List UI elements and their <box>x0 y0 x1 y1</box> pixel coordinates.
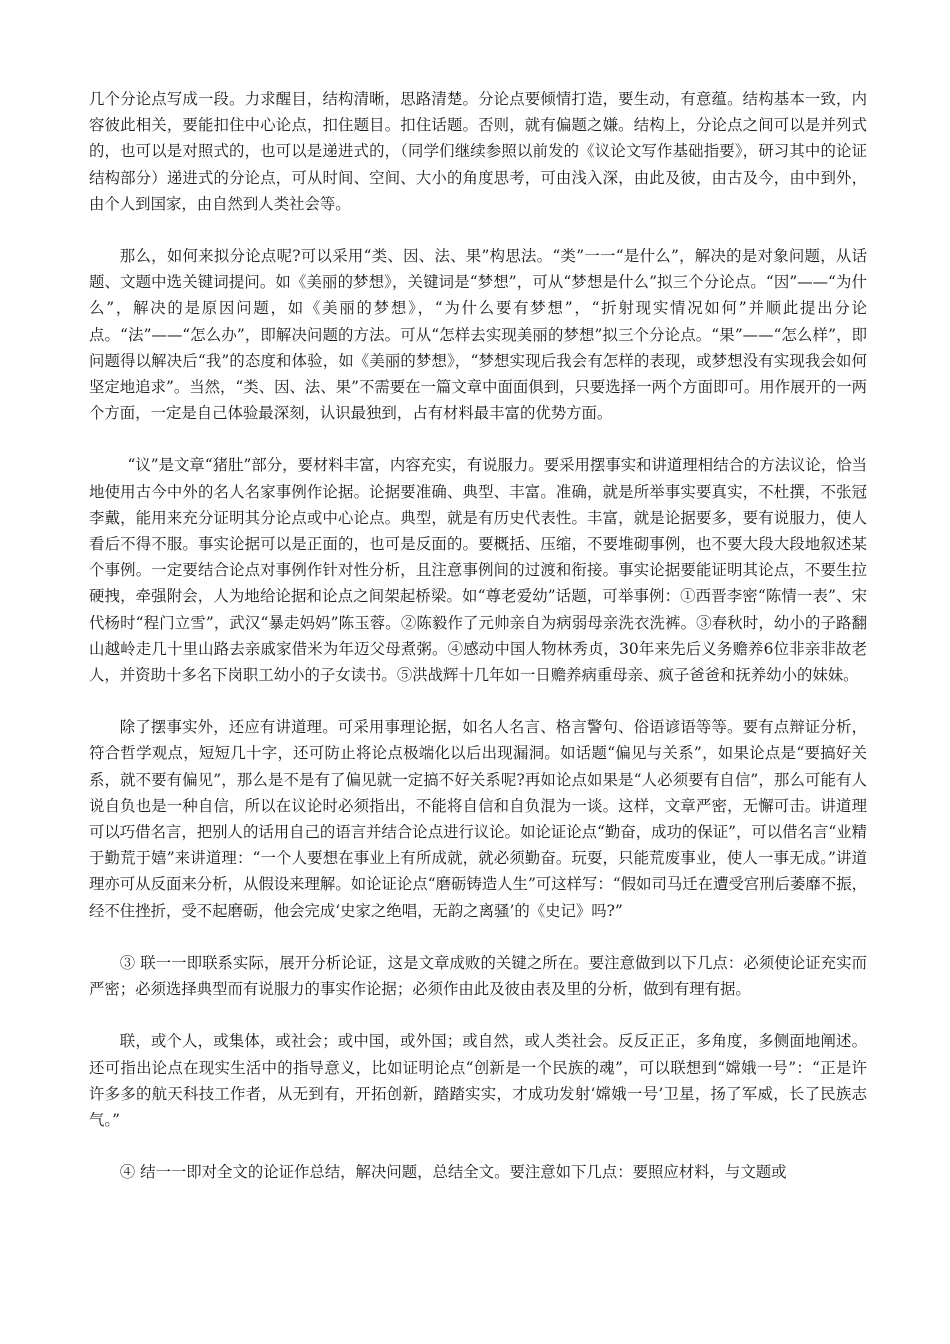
paragraph-argument-evidence: “议”是文章“猪肚”部分，要材料丰富，内容充实，有说服力。要采用摆事实和讲道理相结合的方法议论，恰当地使用古今中外的名人名家事例作论据。论据要准确、典型、丰富。准确，就是所举事实要真实，不杜撰，不张冠李戴，能用来充分证明其分论点或中心论点。典型，就是有历史代表性。丰富，就是论据要多，要有说服力，使人看后不得不服。事实论据可以是正面的，也可是反面的。要概括、压缩，不要堆砌事例，也不要大段大段地叙述某个事例。一定要结合论点对事例作针对性分析，且注意事例间的过渡和衔接。事实论据要能证明其论点，不要生拉硬拽，牵强附会，人为地给论据和论点之间架起桥梁。如“尊老爱幼”话题，可举事例：①西晋李密“陈情一表”、宋代杨时“程门立雪”，武汉“暴走妈妈”陈玉蓉。②陈毅作了元帅亲自为病弱母亲洗衣洗裤。③春秋时，幼小的子路翻山越岭走几十里山路去亲戚家借米为年迈父母煮粥。④感动中国人物林秀贞，30年来先后义务赡养6位非亲非故老人，并资助十多名下岗职工幼小的子女读书。⑤洪战辉十几年如一日赡养病重母亲、疯子爸爸和抚养幼小的妹妹。 <box>89 456 867 685</box>
paragraph-how-to-draft: 那么，如何来拟分论点呢?可以采用“类、因、法、果”构思法。“类”一一“是什么”，解决的是对象问题，从话题、文题中选关键词提问。如《美丽的梦想》，关键词是“梦想”，可从“梦想是什么”拟三个分论点。“因”——“为什么”，解决的是原因问题，如《美丽的梦想》，“为什么要有梦想”，“折射现实情况如何”并顺此提出分论点。“法”——“怎么办”，即解决问题的方法。可从“怎样去实现美丽的梦想”拟三个分论点。“果”——“怎么样”，即问题得以解决后“我”的态度和体验，如《美丽的梦想》，“梦想实现后我会有怎样的表现，或梦想没有实现我会如何坚定地追求”。当然，“类、因、法、果”不需要在一篇文章中面面俱到，只要选择一两个方面即可。用作展开的一两个方面，一定是自己体验最深刻，认识最独到，占有材料最丰富的优势方面。 <box>89 247 867 423</box>
paragraph-reasoning: 除了摆事实外，还应有讲道理。可采用事理论据，如名人名言、格言警句、俗语谚语等等。要有点辩证分析，符合哲学观点，短短几十字，还可防止将论点极端化以后出现漏洞。如话题“偏见与关系”，如果论点是“要搞好关系，就不要有偏见”，那么是不是有了偏见就一定搞不好关系呢?再如论点如果是“人必须要有自信”，那么可能有人说自负也是一种自信，所以在议论时必须指出，不能将自信和自负混为一谈。这样，文章严密，无懈可击。讲道理可以巧借名言，把别人的话用自己的语言并结合论点进行议论。如论证论点“勤奋，成功的保证”，可以借名言“业精于勤荒于嬉”来讲道理：“一个人要想在事业上有所成就，就必须勤奋。玩耍，只能荒废事业，使人一事无成。”讲道理亦可从反面来分析，从假设来理解。如论证论点“磨砺铸造人生”可这样写：“假如司马迁在遭受宫刑后萎靡不振，经不住挫折，受不起磨砺，他会完成‘史家之绝唱，无韵之离骚’的《史记》吗?” <box>89 718 867 920</box>
paragraph-connect-reality: ③ 联一一即联系实际，展开分析论证，这是文章成败的关键之所在。要注意做到以下几点：必须使论证充实而严密；必须选择典型而有说服力的事实作论据；必须作由此及彼由表及里的分析，做到有理有据。 <box>89 953 867 999</box>
paragraph-conclusion: ④ 结一一即对全文的论证作总结，解决问题，总结全文。要注意如下几点：要照应材料，与文题或 <box>119 1163 787 1182</box>
document-page <box>89 86 867 1211</box>
paragraph-sub-arguments: 几个分论点写成一段。力求醒目，结构清晰，思路清楚。分论点要倾情打造，要生动，有意蕴。结构基本一致，内容彼此相关，要能扣住中心论点，扣住题目。扣住话题。否则，就有偏题之嫌。结构上，分论点之间可以是并列式的，也可以是对照式的，也可以是递进式的，（同学们继续参照以前发的《议论文写作基础指要》，研习其中的论证结构部分）递进式的分论点，可从时间、空间、大小的角度思考，可由浅入深，由此及彼，由古及今，由中到外，由个人到国家，由自然到人类社会等。 <box>89 90 867 213</box>
paragraph-multi-angle: 联，或个人，或集体，或社会；或中国，或外国；或自然，或人类社会。反反正正，多角度，多侧面地阐述。还可指出论点在现实生活中的指导意义，比如证明论点“创新是一个民族的魂”，可以联想到“嫦娥一号”：“正是许许多多的航天科技工作者，从无到有，开拓创新，踏踏实实，才成功发射‘嫦娥一号’卫星，扬了军威，长了民族志气。” <box>89 1032 867 1129</box>
